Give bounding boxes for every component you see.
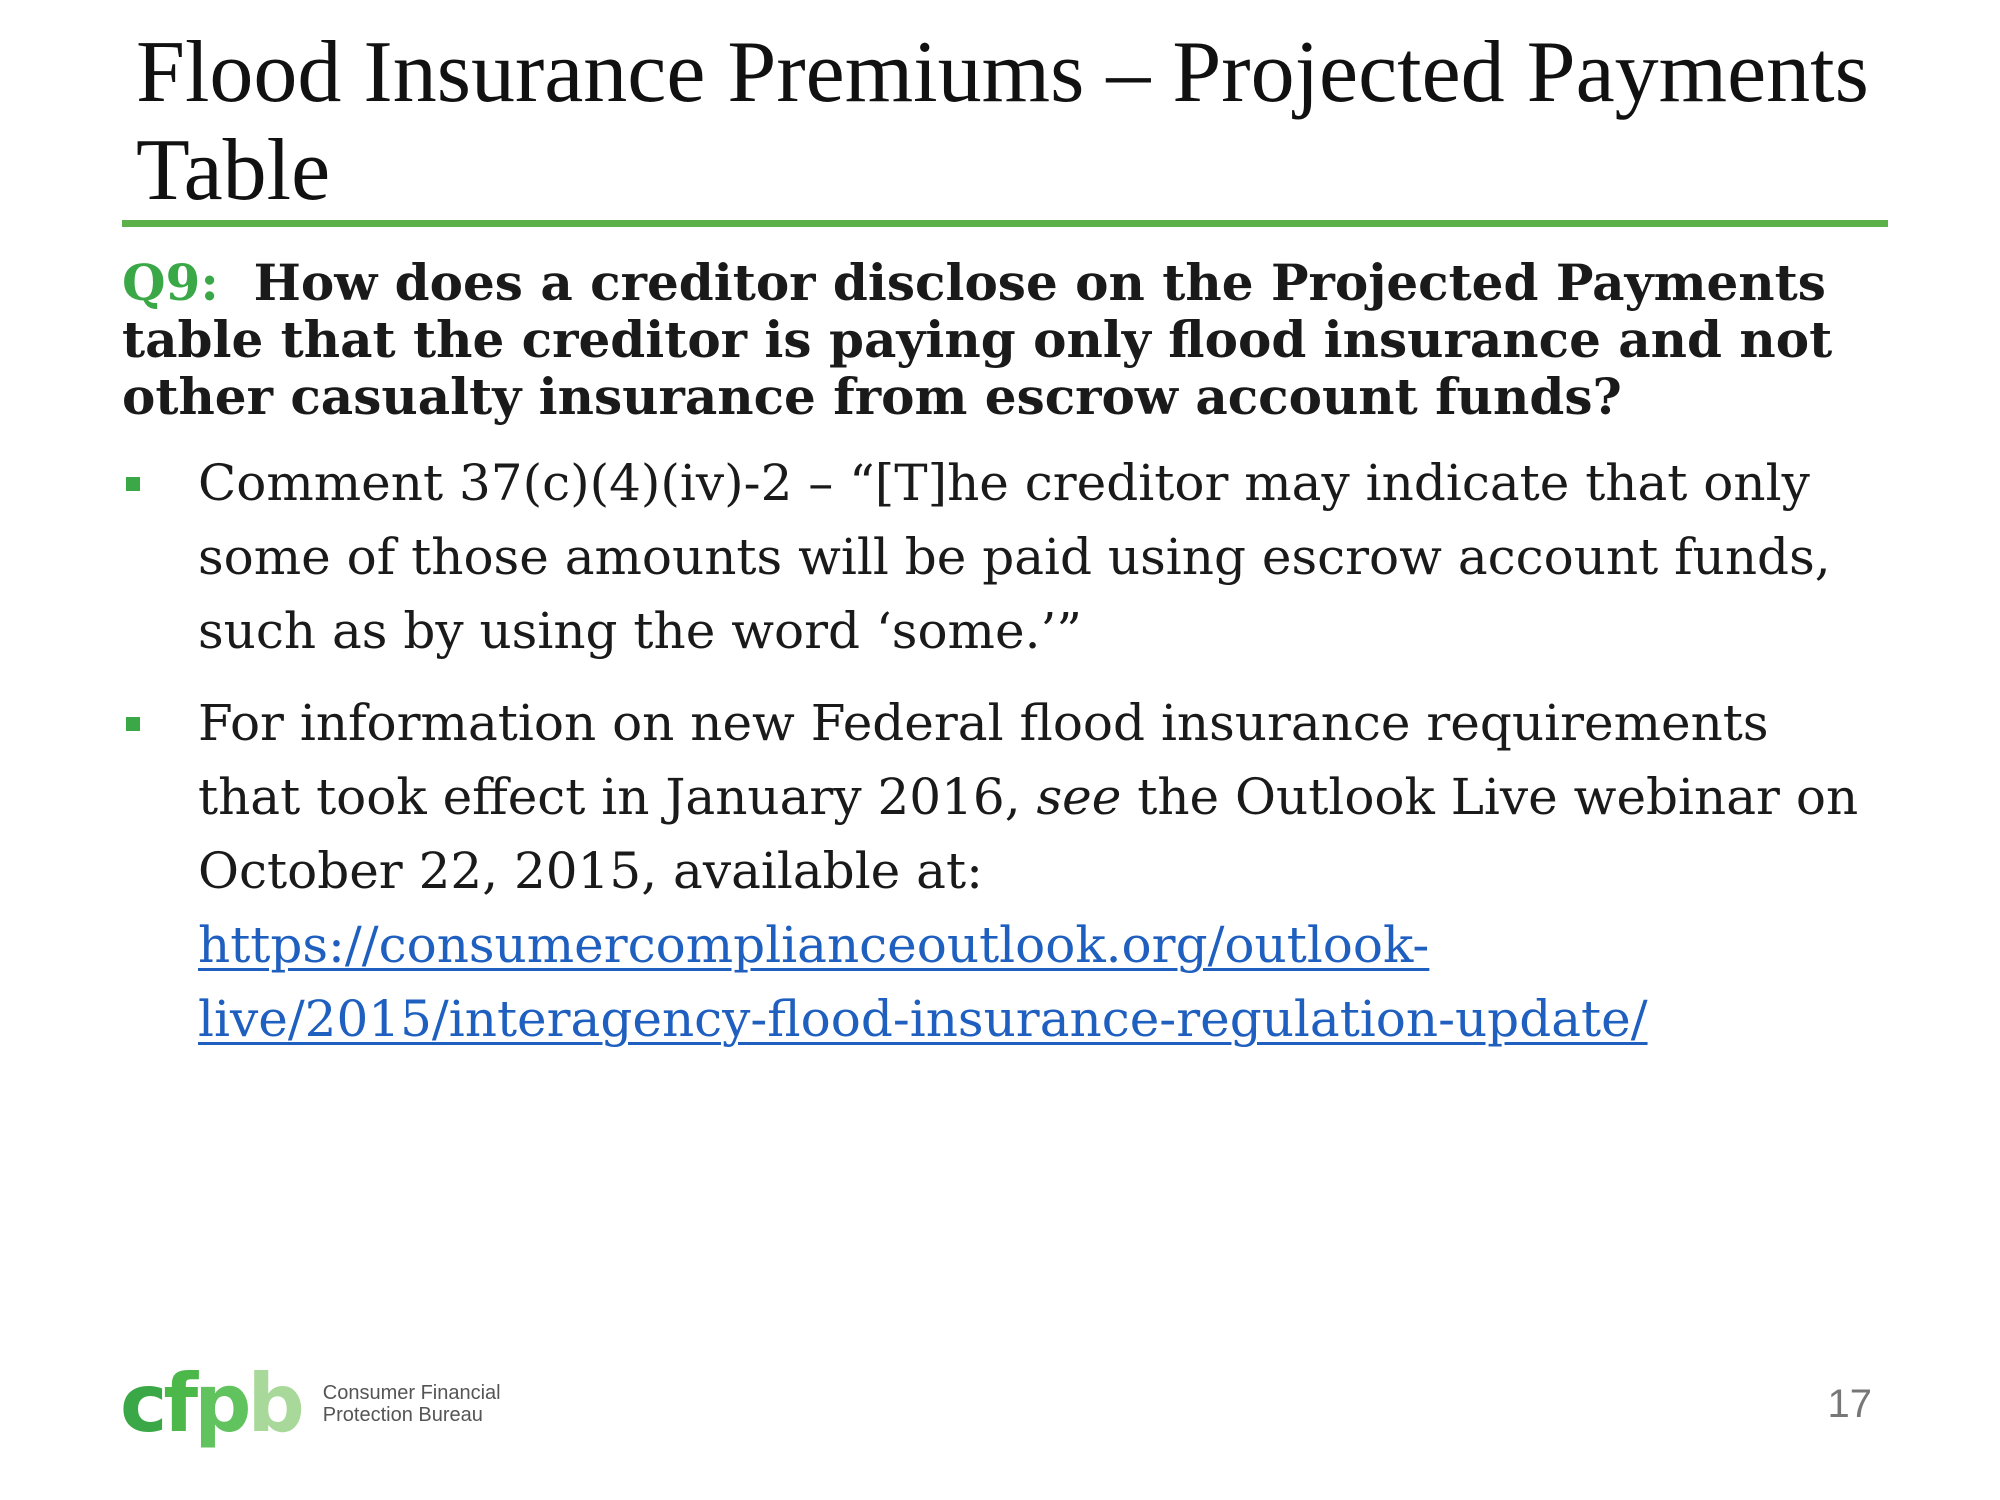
logo-letter-c: c [120,1357,164,1450]
bullet-item [122,446,1882,668]
logo-line-2: Protection Bureau [322,1404,483,1426]
logo-letter-b: b [247,1357,301,1450]
bullet-text: Comment 37(c)(4)(iv)-2 – “[T]he creditor may indicate that only some of those amounts will be paid using escrow account funds, such as by using the word ‘some.’” [198,454,1831,660]
webinar-link-line-2[interactable]: live/2015/interagency-flood-insurance-regulation-update/ [198,990,1648,1048]
webinar-link-line-1[interactable]: https://consumercomplianceoutlook.org/outlook- [198,916,1430,974]
webinar-link[interactable] [198,916,1648,1048]
logo-letter-f: f [163,1357,195,1450]
logo-wordmark [323,1382,501,1426]
cfpb-logo-mark [120,1357,301,1450]
question-text: How does a creditor disclose on the Projected Payments table that the creditor is paying only flood insurance and not other casualty insurance from escrow account funds? [122,253,1833,426]
page-number: 17 [1827,1382,1872,1426]
square-bullet-icon [126,717,140,731]
bullet-emphasis: see [1036,768,1122,826]
bullet-list [122,446,1882,1074]
logo-letter-p: p [194,1357,248,1450]
square-bullet-icon [126,477,140,491]
question [122,254,1882,425]
logo-line-1: Consumer Financial [322,1382,501,1404]
bullet-text-before: For information on new Federal flood insurance requirements that took effect in January 2016, [198,694,1769,826]
slide-title: Flood Insurance Premiums – Projected Payments Table [136,24,1869,219]
question-label: Q9: [122,253,219,312]
cfpb-logo [120,1357,501,1450]
bullet-item [122,686,1882,1056]
bullet-text-after: the Outlook Live webinar on October 22, 2015, available at: [198,768,1859,900]
title-divider [122,220,1888,227]
